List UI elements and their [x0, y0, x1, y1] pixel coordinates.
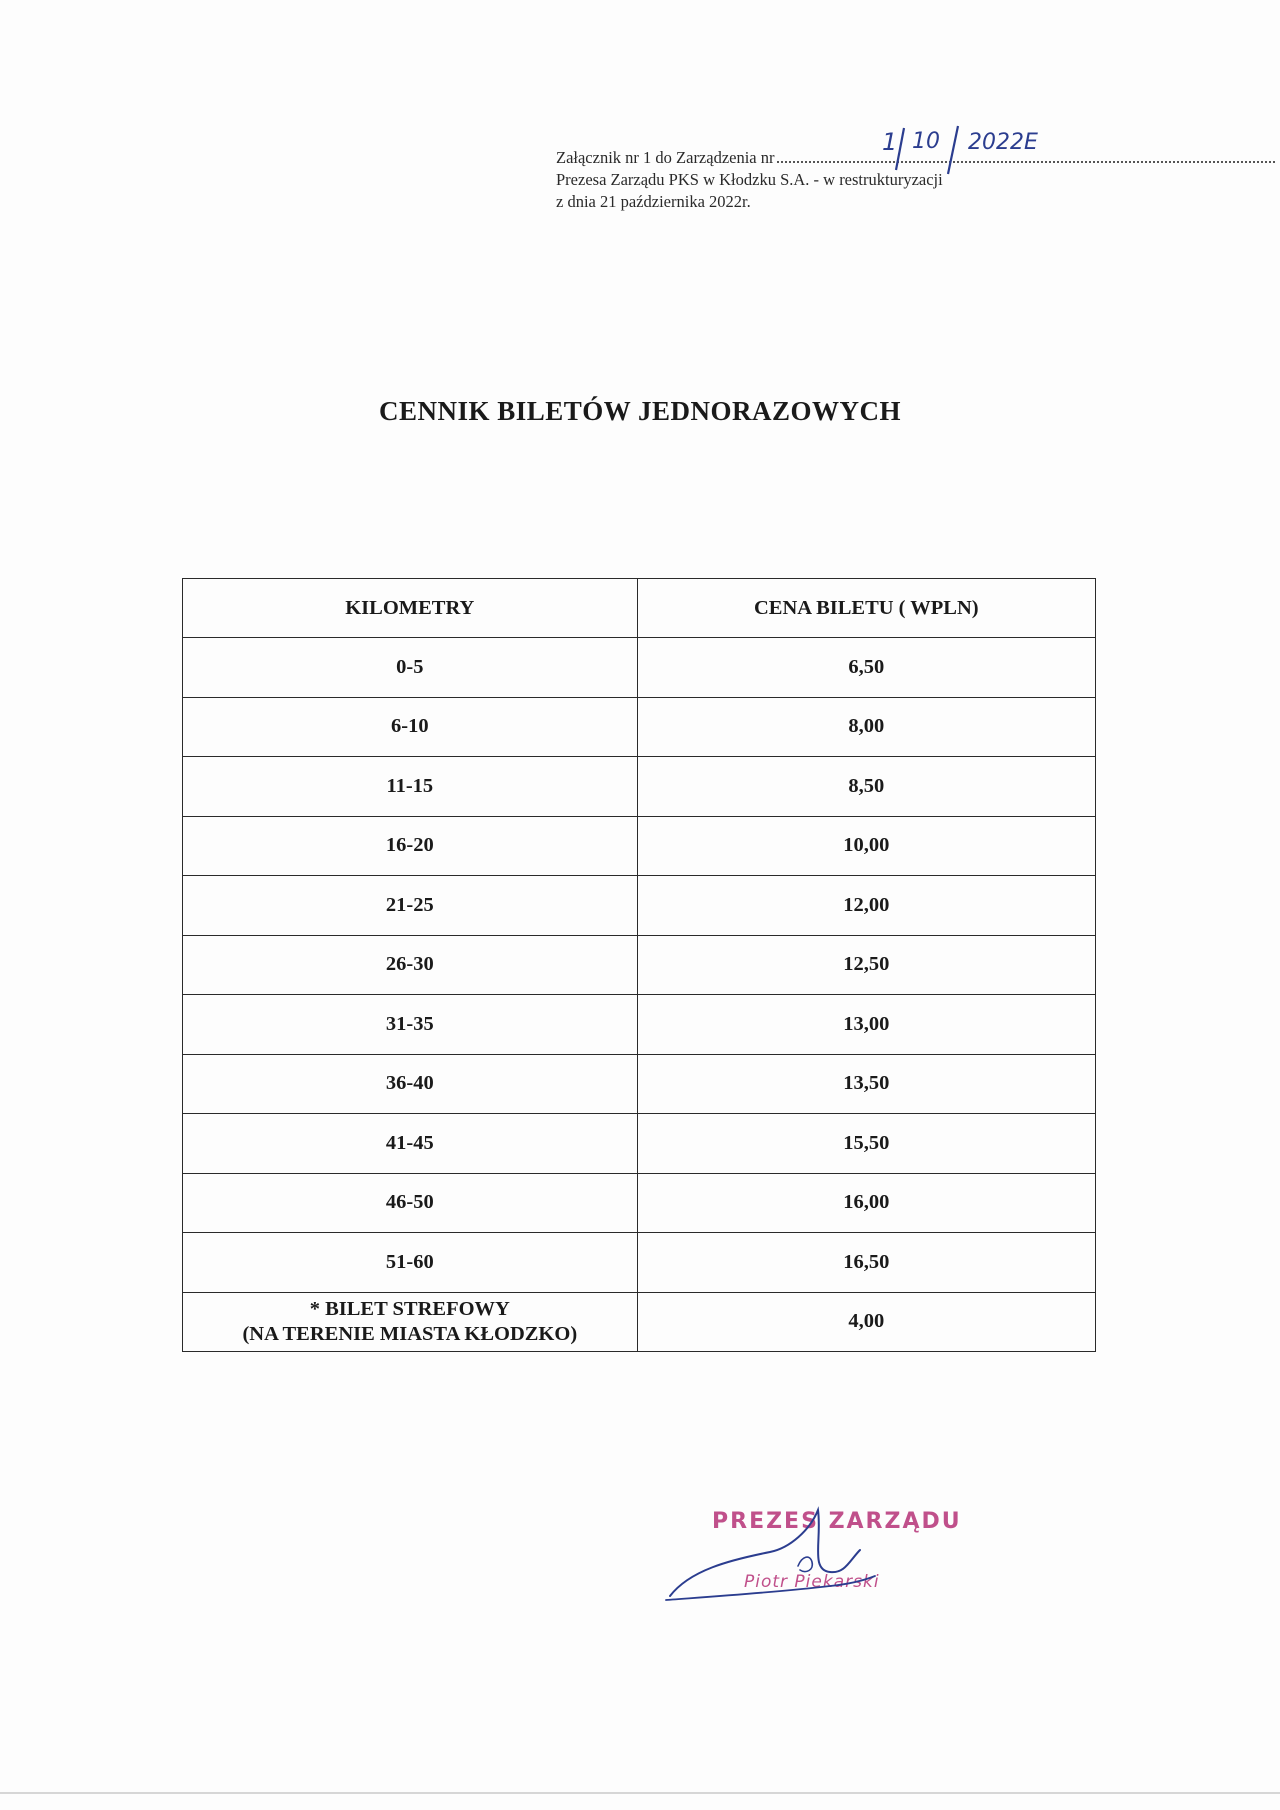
scan-bottom-edge	[0, 1792, 1280, 1794]
km-cell: 26-30	[183, 935, 638, 995]
price-cell: 16,00	[637, 1173, 1095, 1233]
header-kilometry: KILOMETRY	[183, 579, 638, 638]
price-cell: 15,50	[637, 1114, 1095, 1174]
attachment-note-line-3: z dnia 21 października 2022r.	[556, 192, 751, 211]
price-cell: 13,00	[637, 995, 1095, 1055]
zone-ticket-row	[183, 1292, 1096, 1352]
km-cell: 6-10	[183, 697, 638, 757]
zone-ticket-label-line-1: * BILET STREFOWY	[309, 1297, 510, 1320]
km-cell: 31-35	[183, 995, 638, 1055]
table-row	[183, 1054, 1096, 1114]
handwritten-signature	[660, 1500, 920, 1620]
president-stamp-title: PREZES ZARZĄDU	[712, 1509, 962, 1534]
km-cell: 46-50	[183, 1173, 638, 1233]
km-cell: 16-20	[183, 816, 638, 876]
table-row	[183, 638, 1096, 698]
header-price: CENA BILETU ( WPLN)	[637, 579, 1095, 638]
attachment-note-line-2: Prezesa Zarządu PKS w Kłodzku S.A. - w restrukturyzacji	[556, 170, 943, 189]
km-cell: 21-25	[183, 876, 638, 936]
table-row	[183, 1173, 1096, 1233]
handwritten-part-1: 1	[882, 128, 898, 156]
price-cell: 10,00	[637, 816, 1095, 876]
document-title: CENNIK BILETÓW JEDNORAZOWYCH	[378, 396, 902, 426]
price-cell: 8,00	[637, 697, 1095, 757]
table-row	[183, 876, 1096, 936]
table-row	[183, 697, 1096, 757]
price-cell: 13,50	[637, 1054, 1095, 1114]
km-cell: 41-45	[183, 1114, 638, 1174]
table-row	[183, 757, 1096, 817]
table-row	[183, 1114, 1096, 1174]
table-header-row	[183, 579, 1096, 638]
table-row	[183, 935, 1096, 995]
price-cell: 8,50	[637, 757, 1095, 817]
price-cell: 6,50	[637, 638, 1095, 698]
km-cell: 0-5	[183, 638, 638, 698]
km-cell: 36-40	[183, 1054, 638, 1114]
table-row	[183, 1233, 1096, 1293]
price-cell: 12,50	[637, 935, 1095, 995]
zone-ticket-label	[183, 1292, 638, 1352]
km-cell: 51-60	[183, 1233, 638, 1293]
price-cell: 12,00	[637, 876, 1095, 936]
km-cell: 11-15	[183, 757, 638, 817]
handwritten-part-2: 10	[912, 129, 940, 154]
price-table	[182, 578, 1096, 1352]
table-row	[183, 995, 1096, 1055]
zone-ticket-label-line-2: (NA TERENIE MIASTA KŁODZKO)	[242, 1322, 578, 1345]
table-row	[183, 816, 1096, 876]
price-cell: 16,50	[637, 1233, 1095, 1293]
zone-ticket-price: 4,00	[637, 1292, 1095, 1352]
president-stamp-name: Piotr Piekarski	[744, 1572, 880, 1592]
attachment-ref-text: Załącznik nr 1 do Zarządzenia nr	[556, 148, 775, 167]
handwritten-part-3: 2022E	[968, 130, 1038, 155]
